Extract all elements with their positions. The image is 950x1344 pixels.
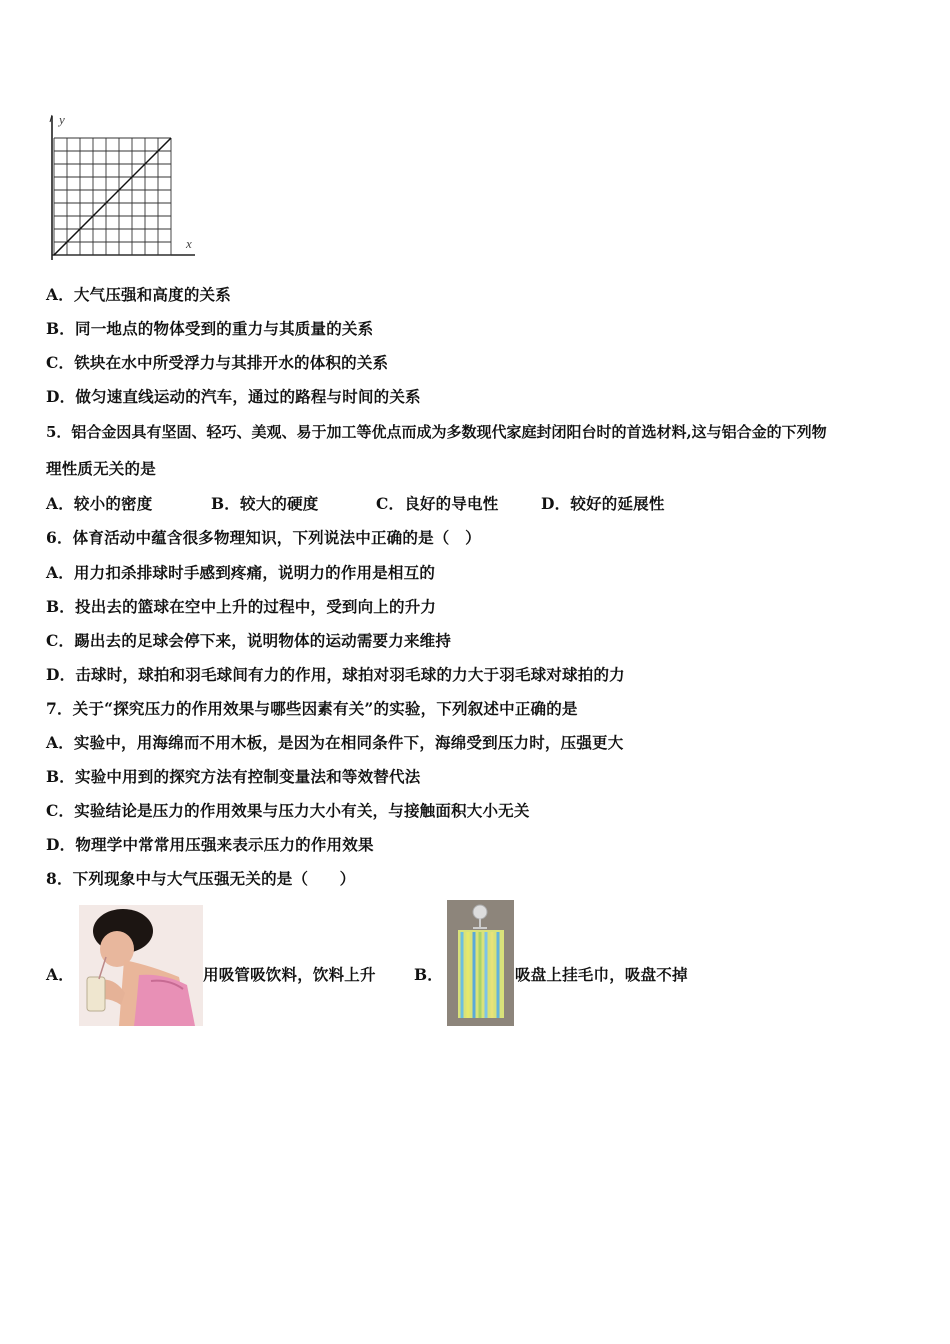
q4-option-d: D．做匀速直线运动的汽车，通过的路程与时间的关系 — [46, 387, 421, 406]
q8-option-a-letter: A． — [46, 965, 74, 984]
y-axis-label: y — [59, 112, 65, 127]
q8-option-b-text: 吸盘上挂毛巾，吸盘不掉 — [515, 965, 688, 984]
q6-stem: 6．体育活动中蕴含很多物理知识，下列说法中正确的是（ ） — [46, 528, 481, 547]
q4-option-a: A．大气压强和高度的关系 — [46, 285, 231, 304]
q8-stem: 8．下列现象中与大气压强无关的是（ ） — [46, 869, 356, 888]
suction-cup-towel-image — [447, 900, 514, 1026]
q4-option-c: C．铁块在水中所受浮力与其排开水的体积的关系 — [46, 353, 389, 372]
q7-option-d: D．物理学中常常用压强来表示压力的作用效果 — [46, 835, 374, 854]
q6-option-b: B．投出去的篮球在空中上升的过程中，受到向上的升力 — [46, 597, 437, 616]
q5-option-a: A．较小的密度 — [46, 494, 153, 513]
q7-option-a: A．实验中，用海绵而不用木板，是因为在相同条件下，海绵受到压力时，压强更大 — [46, 733, 624, 752]
q5-options — [46, 494, 665, 514]
q7-option-b: B．实验中用到的探究方法有控制变量法和等效替代法 — [46, 767, 421, 786]
proportional-line — [54, 138, 171, 255]
x-axis-label: x — [186, 236, 192, 251]
q5-stem-line2: 理性质无关的是 — [46, 459, 156, 478]
q7-option-c: C．实验结论是压力的作用效果与压力大小有关，与接触面积大小无关 — [46, 801, 530, 820]
q8-option-a-text: 用吸管吸饮料，饮料上升 — [203, 965, 376, 984]
linear-graph — [40, 108, 210, 268]
q5-option-b: B．较大的硬度 — [211, 494, 319, 513]
q6-option-c: C．踢出去的足球会停下来，说明物体的运动需要力来维持 — [46, 631, 452, 650]
q5-option-c: C．良好的导电性 — [376, 494, 499, 513]
girl-drinking-straw-image — [79, 905, 203, 1026]
q6-option-a: A．用力扣杀排球时手感到疼痛，说明力的作用是相互的 — [46, 563, 436, 582]
q7-stem: 7．关于“探究压力的作用效果与哪些因素有关”的实验，下列叙述中正确的是 — [46, 699, 578, 718]
q5-stem-line1: 5．铝合金因具有坚固、轻巧、美观、易于加工等优点而成为多数现代家庭封闭阳台时的首选材料,这与铝合金的下列物 — [46, 423, 827, 441]
q5-option-d: D．较好的延展性 — [541, 494, 665, 513]
q8-option-b-letter: B． — [414, 965, 444, 984]
q4-option-b: B．同一地点的物体受到的重力与其质量的关系 — [46, 319, 374, 338]
q6-option-d: D．击球时，球拍和羽毛球间有力的作用，球拍对羽毛球的力大于羽毛球对球拍的力 — [46, 665, 625, 684]
